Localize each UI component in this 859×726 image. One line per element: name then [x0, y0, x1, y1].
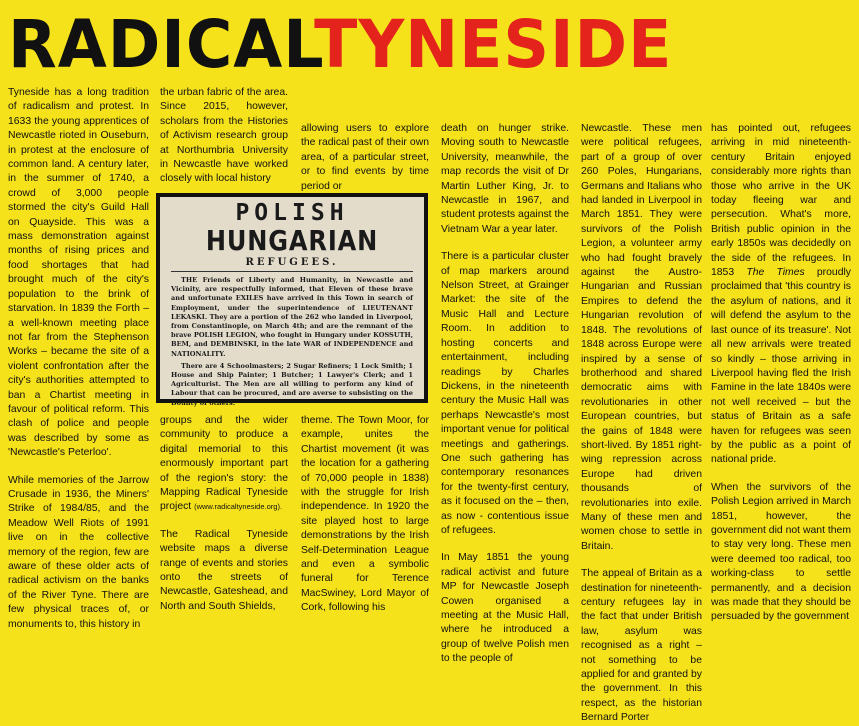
column-6	[711, 122, 851, 623]
column-2-paragraph-3: The Radical Tyneside website maps a diverse range of events and stories onto the streets of Newcastle, Gateshead, and North and South Shields,	[160, 528, 288, 612]
column-2-top	[160, 86, 288, 186]
column-5-paragraph-1: Newcastle. These men were political refugees, part of a group of over 260 Poles, Hungarians, Germans and Italians who had landed in Liverpool in March 1851. They were survivors of the Polish Legion, a volunteer army who had fought bravely against the Austro-Hungarian and Russian Empires to defend the Hungarian revolution of 1848. The revolutions of 1848 across Europe were inspired by a sense of brotherhood and shared democratic aims with revolutionaries in other European countries, but the gains of 1848 were short-lived. By 1851 right-wing repression across Europe had driven thousands of revolutionaries into exile. Many of these men and women chose to settle in Britain.	[581, 123, 702, 552]
poster-heading-refugees: REFUGEES.	[171, 257, 413, 272]
title-word-tyneside: TYNESIDE	[314, 6, 673, 83]
column-3-top	[301, 122, 429, 190]
project-url-link[interactable]: (www.radicaltyneside.org).	[194, 502, 283, 512]
refugees-poster-image	[156, 193, 428, 407]
page-title	[8, 6, 673, 83]
column-6-paragraph-1a: has pointed out, refugees arriving in mid nineteenth-century Britain enjoyed considerably more rights than those who arrive in the UK today fleeing war and persecution. What's more, British public opinion in the early 1850s was decidedly on the side of the refugees. In 1853	[711, 123, 851, 279]
column-4	[441, 122, 569, 665]
column-2-paragraph-2-text: groups and the wider community to produce a digital memorial to this enormously important part of the region's story: the Mapping Radical Tyneside project	[160, 415, 288, 513]
poster-body	[171, 276, 413, 408]
column-5-paragraph-2: The appeal of Britain as a destination for nineteenth-century refugees lay in the fact that under British law, asylum was recognised as a right – not something to be applied for and granted by the government. In this respect, as the historian Bernard Porter	[581, 568, 702, 724]
column-4-paragraph-3: In May 1851 the young radical activist and future MP for Newcastle Joseph Cowen organised a meeting at the Music Hall, where he introduced a group of twelve Polish men to the people of	[441, 552, 569, 665]
column-3-paragraph-2: theme. The Town Moor, for example, unites the Chartist movement (it was the location for a gathering of 70,000 people in 1838) with the struggle for Irish independence. In 1920 the site played host to large demonstrations by the Irish Self-Determination League and even a symbolic funeral for Terence MacSwiney, Lord Mayor of Cork, following his	[301, 415, 429, 614]
column-6-paragraph-1c: proudly proclaimed that 'this country is the asylum of nations, and it will defend the asylum to the last ounce of its treasure'. Not all new arrivals were treated so kindly – those arriving in Liverpool having fled the Irish Famine in the late 1840s were not well received – but the status of Britain as a safe haven for refugees was seen by the public as a point of national pride.	[711, 267, 851, 466]
column-6-paragraph-1	[711, 122, 851, 468]
column-2-paragraph-2	[160, 414, 288, 515]
poster-heading-polish: POLISH	[235, 200, 349, 226]
column-1-paragraph-2: While memories of the Jarrow Crusade in 1936, the Miners' Strike of 1984/85, and the Meadow Well Riots of 1991 live on in the collective memory of the region, few are aware of these older acts of radical activism on the banks of the River Tyne. There are few physical traces of, or monuments to, this history in	[8, 474, 149, 630]
title-word-radical: RADICAL	[8, 6, 315, 83]
column-6-paragraph-2: When the survivors of the Polish Legion arrived in March 1851, however, the government did not want them to stay very long. These men were deemed too radical, too working-class to settle permanently, and a decision was made that they should be persuaded by the government	[711, 481, 851, 623]
column-3-bottom	[301, 414, 429, 614]
column-1	[8, 86, 149, 630]
column-2-paragraph-1: the urban fabric of the area. Since 2015, however, scholars from the Histories of Activism research group at Northumbria University in Newcastle have worked closely with local history	[160, 87, 288, 185]
column-5	[581, 122, 702, 724]
column-4-paragraph-2: There is a particular cluster of map markers around Nelson Street, at Grainger Market: the site of the Music Hall and Lecture Room. In addition to hosting concerts and entertainment, including readings by Charles Dickens, in the nineteenth century the Music Hall was perhaps Newcastle's most important venue for political meetings and gatherings. One such gathering has contemporary resonances for the twenty-first century, as it focused on the – then, as now - contentious issue of refugees.	[441, 251, 569, 536]
column-2-bottom	[160, 414, 288, 612]
poster-paragraph-1: THE Friends of Liberty and Humanity, in Newcastle and Vicinity, are respectfully informed, that Eleven of these brave and unfortunate EXILES have arrived in this Town in search of Employment, under the superintendence of LIEUTENANT LEKASKI. They are a portion of the 262 who landed in Liverpool, from Constantinople, on March 4th; and are the remnant of the brave POLISH LEGION, who fought in Hungary under KOSSUTH, BEM, and DEMBINSKI, in the late WAR of INDEPENDENCE and NATIONALITY.	[171, 276, 413, 358]
column-1-paragraph-1: Tyneside has a long tradition of radicalism and protest. In 1633 the young apprentices of Newcastle rioted in Ouseburn, in protest at the enclosure of common land. A century later, in the summer of 1740, a crowd of 3,000 people stormed the city's Guild Hall on Quayside. This was a mass demonstration against months of rising prices and food shortages that had brought much of the city's population to the brink of starvation. In 1839 the Forth – a well-known meeting place not far from the Stephenson Works – became the site of a violent confrontation after the city's authorities attempted to ban a Chartist meeting in favour of political reform. This clash of police and people was described by some as 'Newcastle's Peterloo'.	[8, 87, 149, 459]
poster-sheet	[160, 197, 424, 407]
poster-paragraph-2: There are 4 Schoolmasters; 2 Sugar Refiners; 1 Lock Smith; 1 House and Ship Painter; 1 Butcher; 1 Lawyer's Clerk; and 1 Agriculturist. The Men are all willing to perform any kind of Labour that can be procured, and are averse to subsisting on the Bounty of others.	[171, 361, 413, 407]
poster-heading-hungarian: HUNGARIAN	[205, 224, 379, 257]
column-4-paragraph-1: death on hunger strike. Moving south to Newcastle University, meanwhile, the map records the visit of Dr Martin Luther King, Jr. to Newcastle in 1967, and student protests against the Vietnam War a year later.	[441, 123, 569, 235]
column-3-paragraph-1: allowing users to explore the radical past of their own area, of a particular street, or to find events by time period or	[301, 123, 429, 192]
the-times-title: The Times	[746, 267, 805, 279]
